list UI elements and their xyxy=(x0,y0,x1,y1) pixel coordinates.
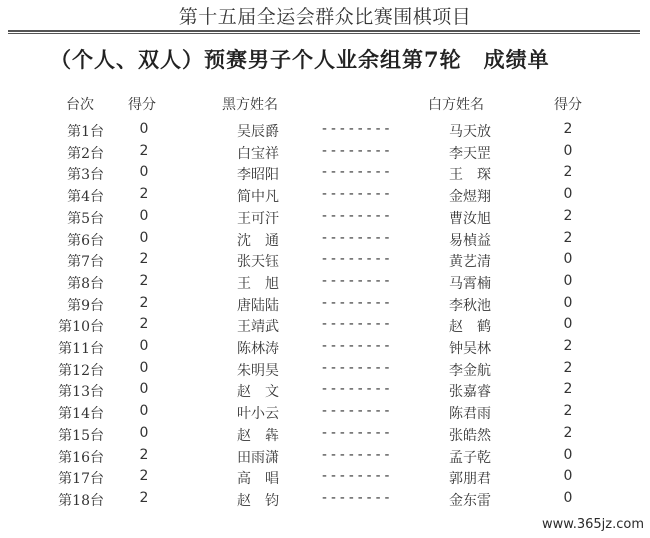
match-separator: -------- xyxy=(320,489,392,506)
black-score: 2 xyxy=(139,489,149,506)
match-separator: -------- xyxy=(320,359,392,376)
white-player-name: 郭朋君 xyxy=(449,471,491,488)
board-number: 第11台 xyxy=(58,341,104,357)
black-player-name: 李昭阳 xyxy=(237,167,279,184)
white-player-name: 金煜翔 xyxy=(449,189,491,206)
black-score: 0 xyxy=(139,338,149,354)
match-separator: -------- xyxy=(320,446,392,463)
match-separator: -------- xyxy=(320,381,392,398)
white-player-name: 张嘉睿 xyxy=(449,384,491,401)
match-separator: -------- xyxy=(320,468,392,485)
white-score: 2 xyxy=(563,207,573,224)
match-separator: -------- xyxy=(320,272,392,289)
match-separator: -------- xyxy=(320,338,392,354)
board-number: 第4台 xyxy=(67,189,104,206)
white-score: 2 xyxy=(563,338,573,354)
document-title: 第十五届全运会群众比赛围棋项目 xyxy=(178,6,472,28)
white-score: 0 xyxy=(563,446,573,463)
subtitle-sheet: 成绩单 xyxy=(483,47,550,72)
black-score: 2 xyxy=(139,294,149,311)
black-score: 2 xyxy=(139,468,149,485)
white-score: 2 xyxy=(563,424,573,441)
black-score: 2 xyxy=(139,272,149,289)
black-player-name: 吴辰爵 xyxy=(237,124,279,140)
black-player-name: 朱明昊 xyxy=(237,362,279,379)
board-number: 第5台 xyxy=(67,210,104,227)
black-player-name: 赵 钧 xyxy=(237,492,279,509)
black-score: 2 xyxy=(139,186,149,203)
black-score: 0 xyxy=(139,359,149,376)
match-separator: -------- xyxy=(320,229,392,246)
black-player-name: 赵 文 xyxy=(237,384,279,401)
white-player-name: 黄艺清 xyxy=(449,254,491,271)
white-player-name: 李金航 xyxy=(449,362,491,379)
black-score: 2 xyxy=(139,142,149,159)
black-score: 2 xyxy=(139,316,149,333)
black-score: 0 xyxy=(139,381,149,398)
col-header-board: 台次 xyxy=(66,97,94,113)
white-player-name: 赵 鹤 xyxy=(449,319,491,336)
col-header-white-name: 白方姓名 xyxy=(428,97,484,113)
match-separator: -------- xyxy=(320,424,392,441)
white-player-name: 张皓然 xyxy=(449,427,491,444)
match-separator: -------- xyxy=(320,164,392,181)
col-header-black-name: 黑方姓名 xyxy=(222,97,278,113)
white-player-name: 马霄楠 xyxy=(449,275,491,292)
subtitle-round: （个人、双人）预赛男子个人业余组第7轮 xyxy=(50,47,462,72)
white-score: 2 xyxy=(563,381,573,398)
white-score: 0 xyxy=(563,186,573,203)
white-player-name: 王 琛 xyxy=(449,167,491,184)
site-watermark: www.365jz.com xyxy=(542,517,644,532)
black-score: 0 xyxy=(139,121,149,137)
match-separator: -------- xyxy=(320,142,392,159)
white-player-name: 曹汝旭 xyxy=(449,210,491,227)
white-score: 0 xyxy=(563,468,573,485)
header-rule-top xyxy=(8,30,640,32)
black-player-name: 赵 犇 xyxy=(237,427,279,444)
board-number: 第1台 xyxy=(67,124,104,140)
black-player-name: 唐陆陆 xyxy=(237,297,279,314)
black-player-name: 王靖武 xyxy=(237,319,279,336)
black-player-name: 陈林涛 xyxy=(237,341,279,357)
white-score: 0 xyxy=(563,251,573,268)
white-score: 2 xyxy=(563,359,573,376)
black-score: 2 xyxy=(139,251,149,268)
white-score: 0 xyxy=(563,272,573,289)
board-number: 第8台 xyxy=(67,275,104,292)
header-rule-bottom xyxy=(8,33,640,34)
white-player-name: 易楨益 xyxy=(449,232,491,249)
board-number: 第15台 xyxy=(58,427,104,444)
black-player-name: 王 旭 xyxy=(237,275,279,292)
white-player-name: 李天罡 xyxy=(449,145,491,162)
board-number: 第6台 xyxy=(67,232,104,249)
board-number: 第18台 xyxy=(58,492,104,509)
match-separator: -------- xyxy=(320,294,392,311)
board-number: 第7台 xyxy=(67,254,104,271)
col-header-black-score: 得分 xyxy=(128,97,156,113)
white-score: 0 xyxy=(563,142,573,159)
white-player-name: 陈君雨 xyxy=(449,406,491,423)
board-number: 第16台 xyxy=(58,449,104,466)
white-score: 0 xyxy=(563,294,573,311)
col-header-white-score: 得分 xyxy=(554,97,582,113)
black-player-name: 王可汗 xyxy=(237,210,279,227)
result-sheet-title xyxy=(50,44,550,74)
board-number: 第13台 xyxy=(58,384,104,401)
white-score: 2 xyxy=(563,229,573,246)
board-number: 第10台 xyxy=(58,319,104,336)
black-score: 0 xyxy=(139,403,149,420)
black-player-name: 白宝祥 xyxy=(237,145,279,162)
match-separator: -------- xyxy=(320,186,392,203)
black-score: 0 xyxy=(139,424,149,441)
white-score: 2 xyxy=(563,121,573,137)
board-number: 第12台 xyxy=(58,362,104,379)
white-player-name: 钟吴林 xyxy=(449,341,491,357)
black-score: 0 xyxy=(139,229,149,246)
black-player-name: 简中凡 xyxy=(237,189,279,206)
black-player-name: 田雨潇 xyxy=(237,449,279,466)
black-player-name: 高 唱 xyxy=(237,471,279,488)
black-score: 0 xyxy=(139,207,149,224)
black-player-name: 张天钰 xyxy=(237,254,279,271)
white-player-name: 马天放 xyxy=(449,124,491,140)
black-score: 0 xyxy=(139,164,149,181)
board-number: 第14台 xyxy=(58,406,104,423)
match-separator: -------- xyxy=(320,121,392,137)
match-separator: -------- xyxy=(320,316,392,333)
black-score: 2 xyxy=(139,446,149,463)
match-separator: -------- xyxy=(320,207,392,224)
white-score: 0 xyxy=(563,316,573,333)
white-score: 2 xyxy=(563,164,573,181)
board-number: 第3台 xyxy=(67,167,104,184)
white-player-name: 金东雷 xyxy=(449,492,491,509)
match-separator: -------- xyxy=(320,403,392,420)
white-score: 0 xyxy=(563,489,573,506)
white-score: 2 xyxy=(563,403,573,420)
white-player-name: 孟子乾 xyxy=(449,449,491,466)
match-separator: -------- xyxy=(320,251,392,268)
board-number: 第17台 xyxy=(58,471,104,488)
black-player-name: 沈 通 xyxy=(237,232,279,249)
white-player-name: 李秋池 xyxy=(449,297,491,314)
board-number: 第2台 xyxy=(67,145,104,162)
black-player-name: 叶小云 xyxy=(237,406,279,423)
board-number: 第9台 xyxy=(67,297,104,314)
